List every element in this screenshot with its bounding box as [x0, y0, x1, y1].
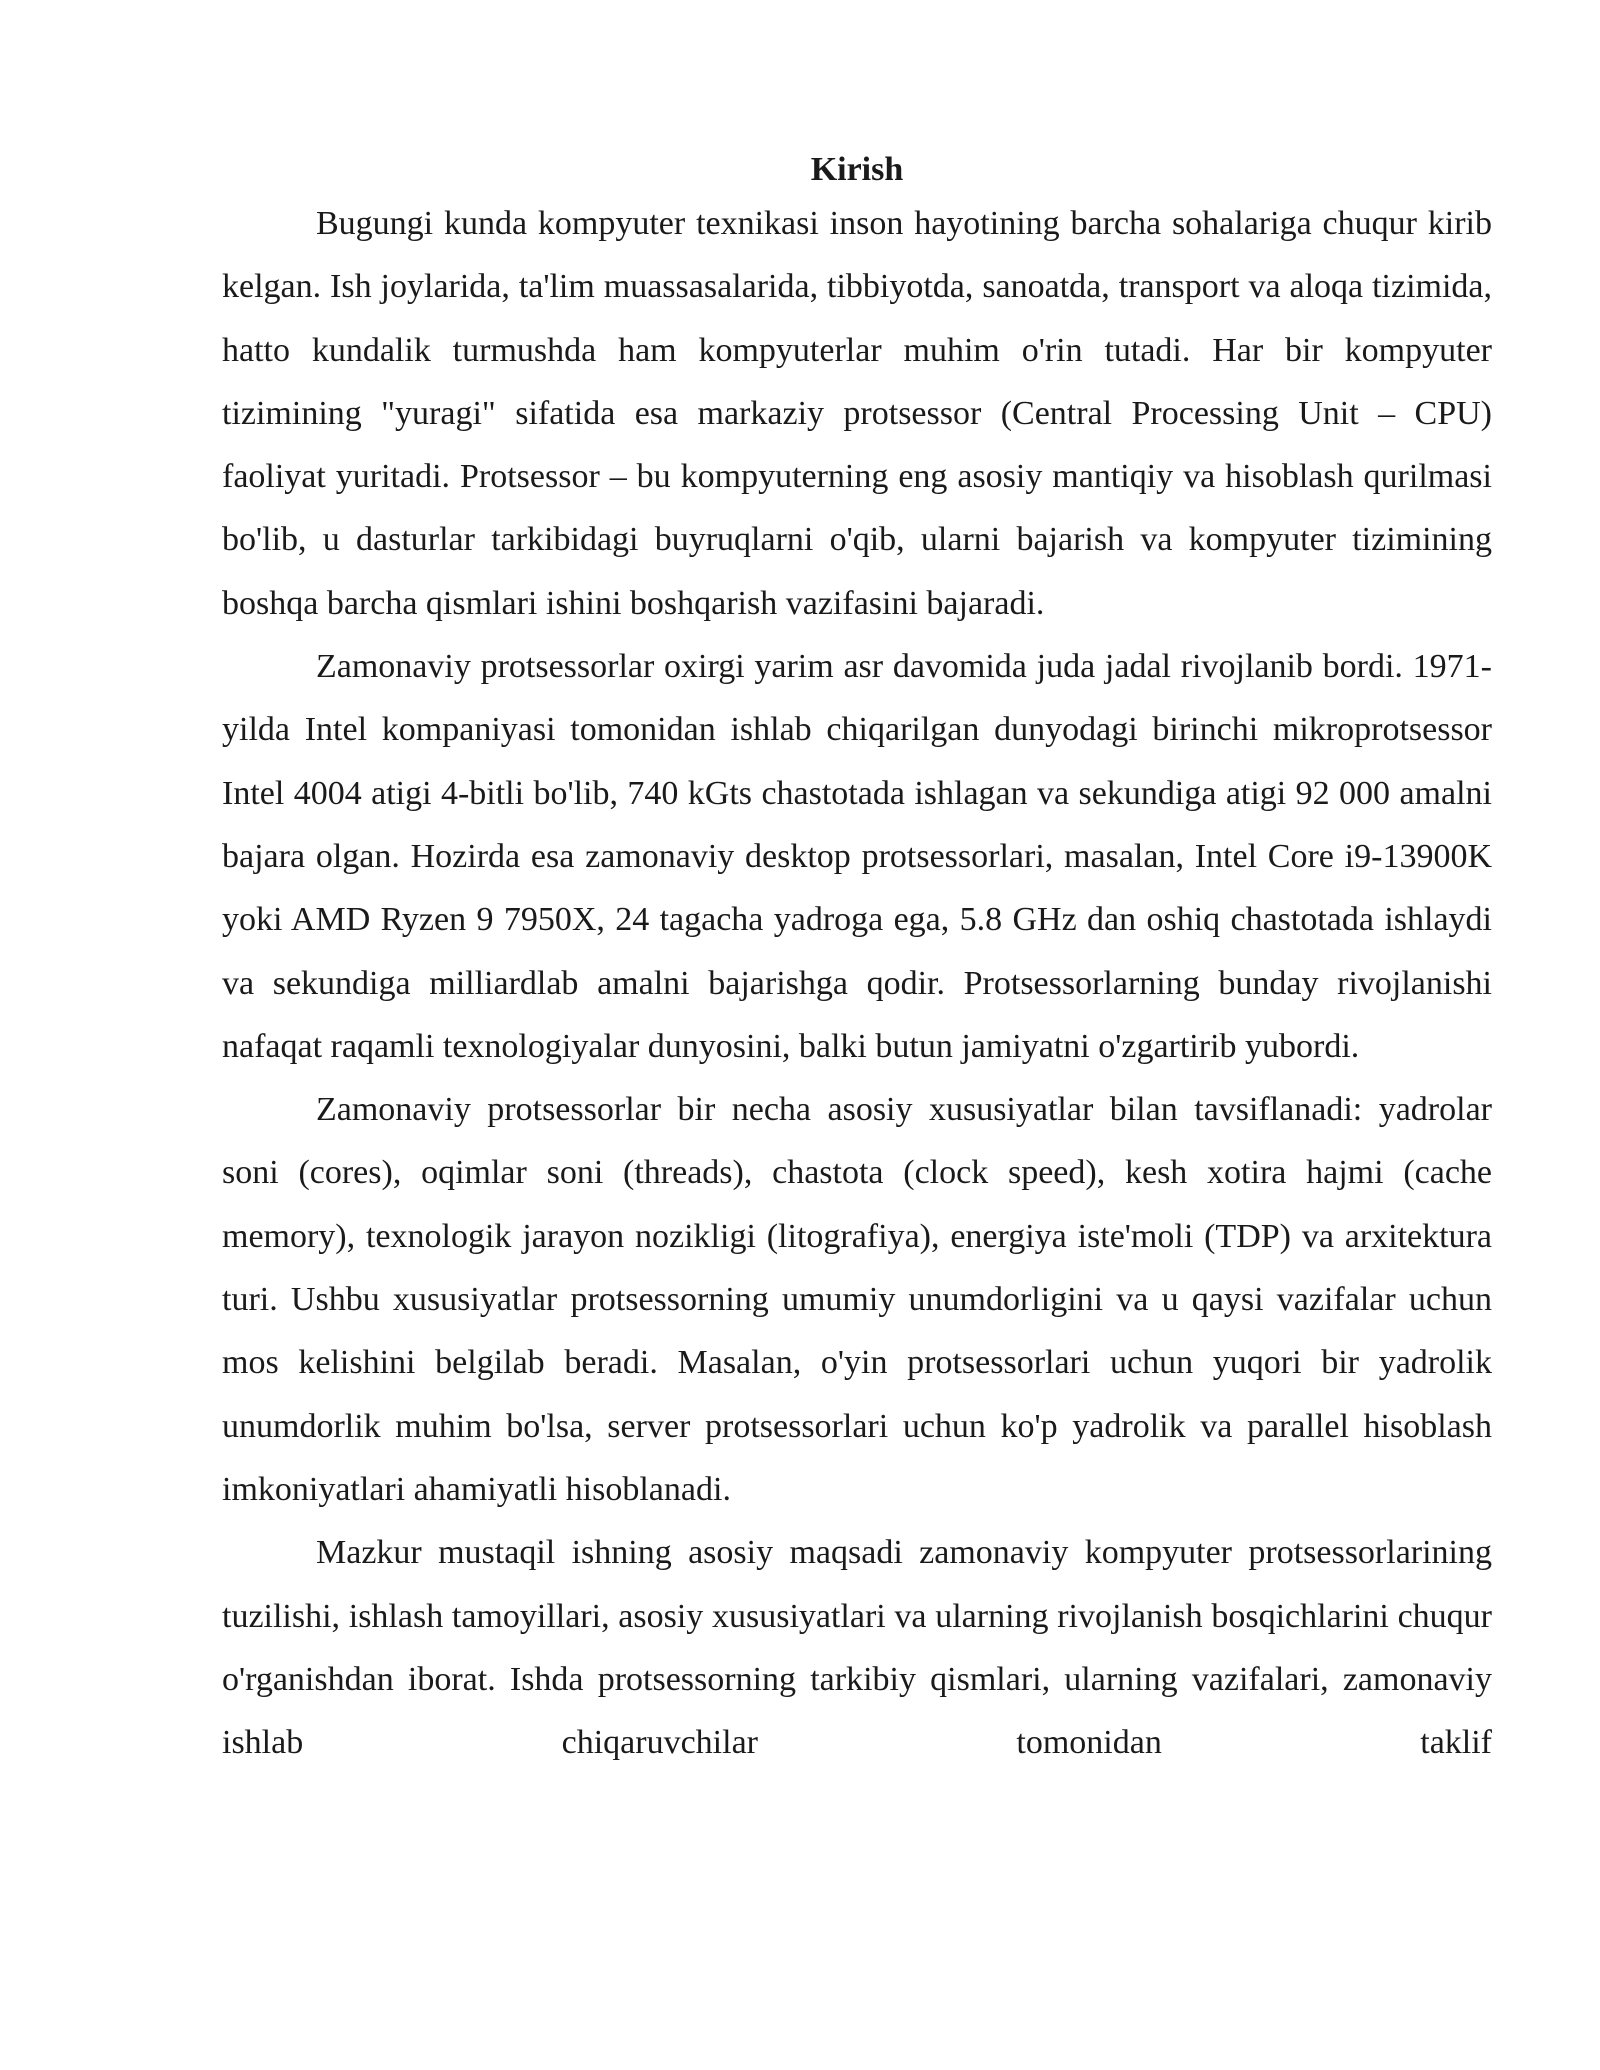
document-body [222, 148, 1492, 1774]
paragraph-history: Zamonaviy protsessorlar oxirgi yarim asr davomida juda jadal rivojlanib bordi. 1971-yilda Intel kompaniyasi tomonidan ishlab chiqarilgan dunyodagi birinchi mikroprotsessor Intel 4004 atigi 4-bitli bo'lib, 740 kGts chastotada ishlagan va sekundiga atigi 92 000 amalni bajara olgan. Hozirda esa zamonaviy desktop protsessorlari, masalan, Intel Core i9-13900K yoki AMD Ryzen 9 7950X, 24 tagacha yadroga ega, 5.8 GHz dan oshiq chastotada ishlaydi va sekundiga milliardlab amalni bajarishga qodir. Protsessorlarning bunday rivojlanishi nafaqat raqamli texnologiyalar dunyosini, balki butun jamiyatni o'zgartirib yubordi. [222, 648, 1492, 1065]
section-title: Kirish [810, 151, 904, 188]
paragraph-intro: Bugungi kunda kompyuter texnikasi inson hayotining barcha sohalariga chuqur kirib kelgan. Ish joylarida, ta'lim muassasalarida, tibbiyotda, sanoatda, transport va aloqa tizimida, hatto kundalik turmushda ham kompyuterlar muhim o'rin tutadi. Har bir kompyuter tizimining "yuragi" sifatida esa markaziy protsessor (Central Processing Unit – CPU) faoliyat yuritadi. Protsessor – bu kompyuterning eng asosiy mantiqiy va hisoblash qurilmasi bo'lib, u dasturlar tarkibidagi buyruqlarni o'qib, ularni bajarish va kompyuter tizimining boshqa barcha qismlari ishini boshqarish vazifasini bajaradi. [222, 205, 1492, 622]
paragraph-goal: Mazkur mustaqil ishning asosiy maqsadi zamonaviy kompyuter protsessorlarining tuzilishi, ishlash tamoyillari, asosiy xususiyatlari va ularning rivojlanish bosqichlarini chuqur o'rganishdan iborat. Ishda protsessorning tarkibiy qismlari, ularning vazifalari, zamonaviy ishlab chiqaruvchilar tomonidan taklif [222, 1534, 1492, 1762]
paragraph-characteristics: Zamonaviy protsessorlar bir necha asosiy xususiyatlar bilan tavsiflanadi: yadrolar soni (cores), oqimlar soni (threads), chastota (clock speed), kesh xotira hajmi (cache memory), texnologik jarayon nozikligi (litografiya), energiya iste'moli (TDP) va arxitektura turi. Ushbu xususiyatlar protsessorning umumiy unumdorligini va u qaysi vazifalar uchun mos kelishini belgilab beradi. Masalan, o'yin protsessorlari uchun yuqori bir yadrolik unumdorlik muhim bo'lsa, server protsessorlari uchun ko'p yadrolik va parallel hisoblash imkoniyatlari ahamiyatli hisoblanadi. [222, 1091, 1492, 1508]
